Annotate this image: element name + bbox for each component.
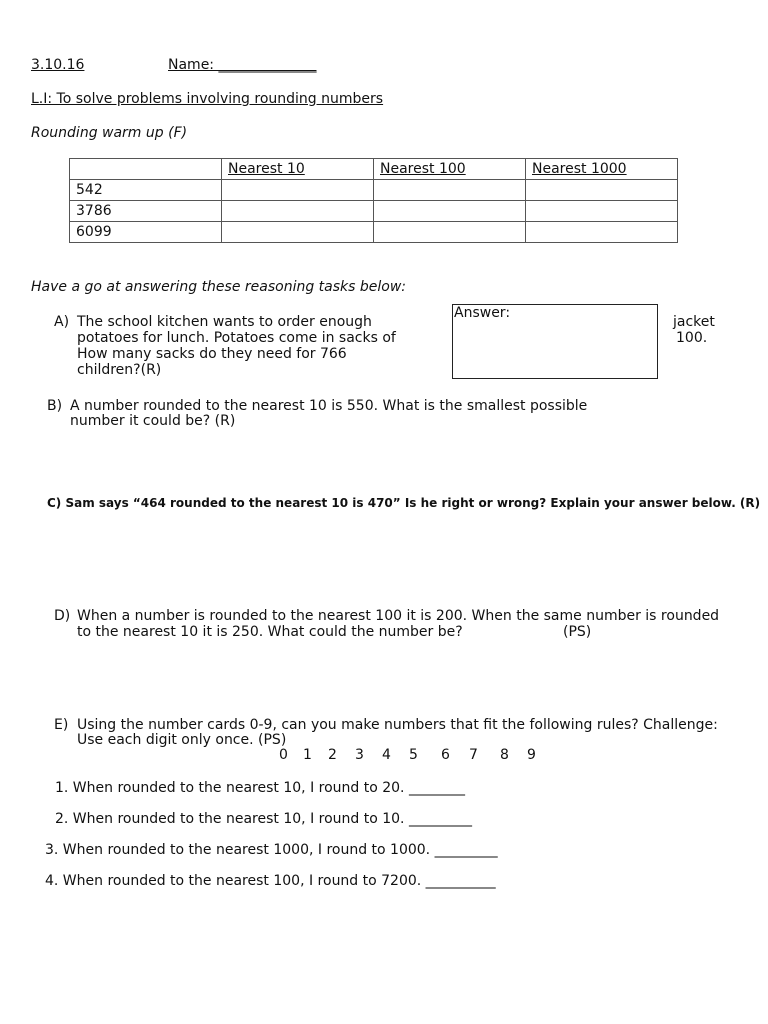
answer-cell[interactable] <box>222 201 374 222</box>
answer-cell[interactable] <box>526 201 678 222</box>
task-d-line: When a number is rounded to the nearest 100 it is 200. When the same number is rounded <box>77 608 720 624</box>
answer-cell[interactable] <box>526 222 678 243</box>
task-a-label: A) <box>54 314 70 330</box>
date: 3.10.16 <box>31 57 85 73</box>
reasoning-intro: Have a go at answering these reasoning tasks below: <box>31 279 407 295</box>
answer-cell[interactable] <box>374 201 526 222</box>
answer-cell[interactable] <box>374 180 526 201</box>
name-blank: ______________ <box>218 57 317 73</box>
number-card: 7 <box>469 747 478 763</box>
warmup-title: Rounding warm up (F) <box>31 125 188 141</box>
task-c-text: C) Sam says “464 rounded to the nearest 10 is 470” Is he right or wrong? Explain your answer below. (R) <box>47 496 761 510</box>
table-cell: 6099 <box>70 222 222 243</box>
task-e-line: Using the number cards 0-9, can you make numbers that fit the following rules? Challenge: <box>77 717 718 733</box>
table-cell: 542 <box>70 180 222 201</box>
task-e-line: Use each digit only once. (PS) <box>77 732 287 748</box>
task-d-tag: (PS) <box>563 624 592 640</box>
task-a-overflow-text: jacket <box>673 314 715 330</box>
answer-box[interactable] <box>452 304 658 379</box>
number-card: 4 <box>382 747 391 763</box>
task-b-line: A number rounded to the nearest 10 is 550. What is the smallest possible <box>70 398 588 414</box>
number-card: 6 <box>441 747 450 763</box>
answer-cell[interactable] <box>222 180 374 201</box>
table-cell: 3786 <box>70 201 222 222</box>
task-a-line: children?(R) <box>77 362 162 378</box>
table-row <box>70 180 678 201</box>
table-row <box>70 201 678 222</box>
task-a-overflow-text: 100. <box>676 330 708 346</box>
task-b-line: number it could be? (R) <box>70 413 236 429</box>
name-field[interactable] <box>168 57 316 73</box>
rule-item: 1. When rounded to the nearest 10, I round to 20. ________ <box>55 780 465 796</box>
table-header-row <box>70 159 678 180</box>
answer-cell[interactable] <box>222 222 374 243</box>
table-header-cell: Nearest 1000 <box>526 159 678 180</box>
task-d-label: D) <box>54 608 71 624</box>
answer-label: Answer: <box>454 305 511 321</box>
name-label: Name: <box>168 57 219 73</box>
number-card: 0 <box>279 747 288 763</box>
rounding-table <box>69 158 678 243</box>
task-a-line: How many sacks do they need for 766 <box>77 346 347 362</box>
task-e-label: E) <box>54 717 69 733</box>
number-card: 9 <box>527 747 536 763</box>
table-row <box>70 222 678 243</box>
rule-item: 3. When rounded to the nearest 1000, I round to 1000. _________ <box>45 842 498 858</box>
answer-cell[interactable] <box>526 180 678 201</box>
answer-cell[interactable] <box>374 222 526 243</box>
task-d-line: to the nearest 10 it is 250. What could the number be? <box>77 624 463 640</box>
number-card: 2 <box>328 747 337 763</box>
number-card: 3 <box>355 747 364 763</box>
table-header-cell <box>70 159 222 180</box>
task-a-line: The school kitchen wants to order enough <box>77 314 372 330</box>
table-header-cell: Nearest 100 <box>374 159 526 180</box>
task-a-line: potatoes for lunch. Potatoes come in sacks of <box>77 330 396 346</box>
number-card: 1 <box>303 747 312 763</box>
number-card: 5 <box>409 747 418 763</box>
rule-item: 2. When rounded to the nearest 10, I round to 10. _________ <box>55 811 472 827</box>
learning-intention: L.I: To solve problems involving rounding numbers <box>31 91 384 107</box>
task-b-label: B) <box>47 398 63 414</box>
table-header-cell: Nearest 10 <box>222 159 374 180</box>
number-card: 8 <box>500 747 509 763</box>
rule-item: 4. When rounded to the nearest 100, I round to 7200. __________ <box>45 873 496 889</box>
